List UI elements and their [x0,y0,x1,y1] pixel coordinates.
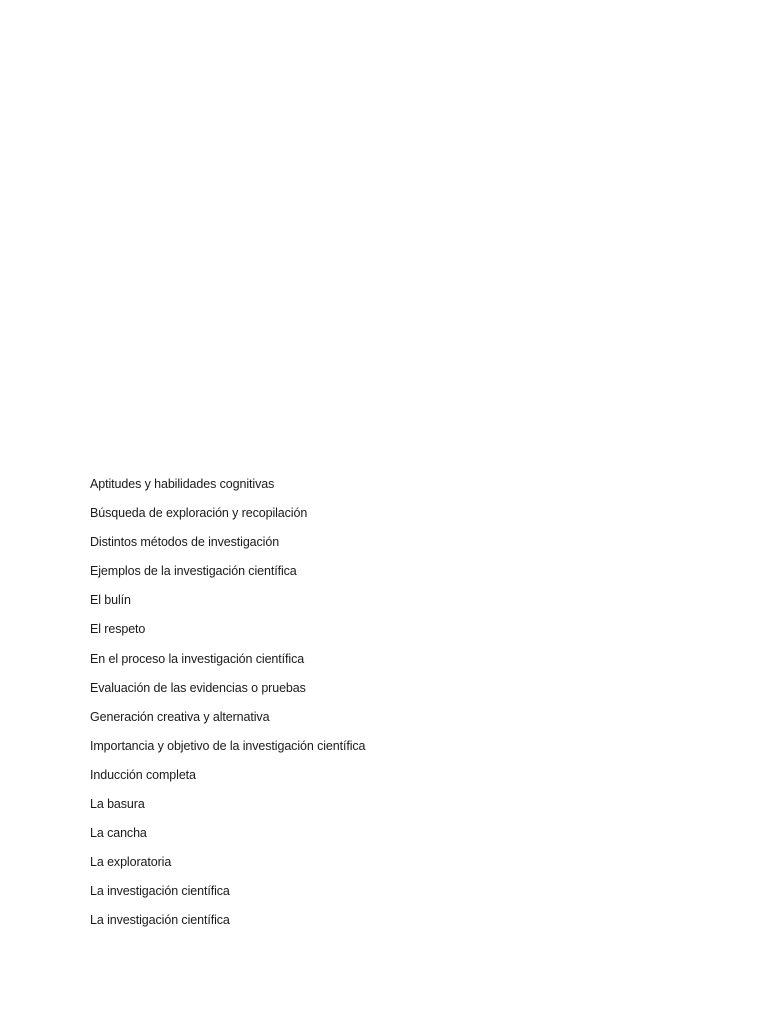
entry-list [90,470,365,936]
list-item: Búsqueda de exploración y recopilación [90,506,308,521]
list-item: La investigación científica [90,913,230,928]
list-item: Distintos métodos de investigación [90,535,280,550]
list-item: El respeto [90,622,146,637]
list-item: Ejemplos de la investigación científica [90,564,297,579]
list-item: En el proceso la investigación científica [90,651,305,666]
list-item: La exploratoria [90,855,172,870]
list-item: Aptitudes y habilidades cognitivas [90,477,275,491]
list-item: Evaluación de las evidencias o pruebas [90,680,306,695]
list-item: Importancia y objetivo de la investigación científica [90,738,366,753]
list-item: La investigación científica [90,884,230,899]
list-item: La cancha [90,826,147,841]
list-item: El bulín [90,593,131,608]
list-item: Generación creativa y alternativa [90,709,270,724]
list-item: La basura [90,797,145,812]
list-item: Inducción completa [90,767,196,782]
